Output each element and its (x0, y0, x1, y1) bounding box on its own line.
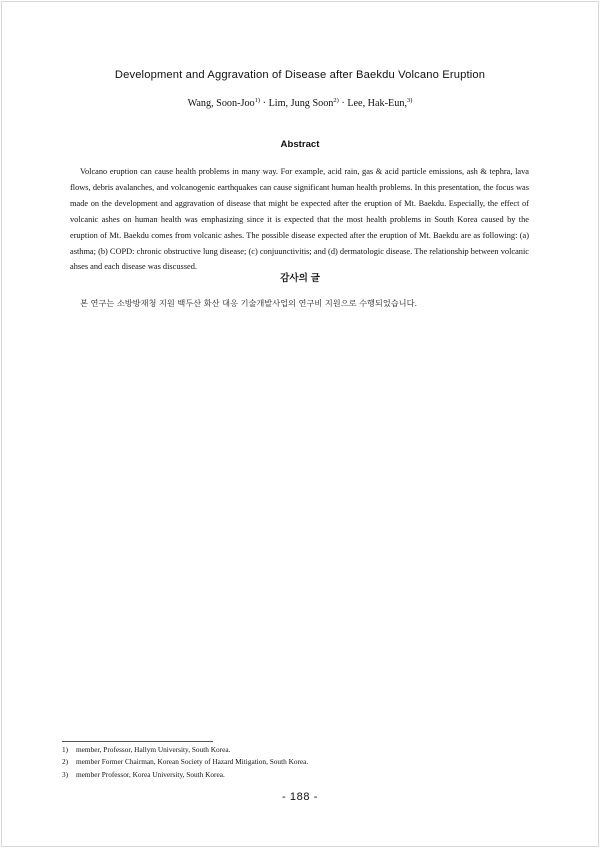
author-separator: · (262, 98, 267, 109)
footnote-item (62, 769, 308, 781)
abstract-body: Volcano eruption can cause health problems in many way. For example, acid rain, gas & acid particle emissions, ash & tephra, lava flows, debris avalanches, and volcanogenic earthquakes can cause significant human health problems. In this presentation, the focus was made on the development and aggravation of disease that might be expected after the eruption of Mt. Baekdu. Especially, the effect of volcanic ashes on human health was emphasizing since it is expected that the most health problems in South Korea caused by the eruption of Mt. Baekdu comes from volcanic ashes. The possible disease expected after the eruption of Mt. Baekdu are as following: (a) asthma; (b) COPD: chronic obstructive lung disease; (c) conjuunctivitis; and (d) dermatologic disease. The relationship between volcanic ahses and each disease was discussed. (70, 167, 529, 272)
footnote-divider (62, 741, 213, 742)
author-footnote-mark: 2) (333, 97, 339, 104)
footnote-list (62, 744, 308, 781)
footnote-text: member, Professor, Hallym University, South Korea. (76, 745, 231, 754)
footnote-text: member Professor, Korea University, South Korea. (76, 769, 225, 779)
page-border (1, 1, 599, 847)
acknowledgment-body: 본 연구는 소방방재청 지원 백두산 화산 대응 기술개발사업의 연구비 지원으로 수행되었습니다. (80, 298, 418, 308)
author-separator: · (341, 98, 345, 109)
acknowledgment-heading: 감사의 글 (280, 273, 320, 284)
page-number: - 188 - (282, 791, 318, 803)
author-footnote-mark: 3) (407, 97, 413, 104)
author-name: Wang, Soon-Joo (187, 98, 255, 109)
footnote-number: 3) (62, 769, 69, 779)
abstract-heading: Abstract (280, 139, 320, 150)
paper-title: Development and Aggravation of Disease after Baekdu Volcano Eruption (114, 69, 486, 81)
author-line (0, 98, 600, 109)
footnote-item (62, 756, 308, 768)
footnote-text: member Former Chairman, Korean Society of Hazard Mitigation, South Korea. (76, 757, 309, 767)
footnote-number: 2) (62, 757, 69, 767)
author-name: Lee, Hak-Eun, (347, 98, 407, 109)
footnote-number: 1) (62, 745, 69, 754)
author-footnote-mark: 1) (254, 97, 261, 104)
footnote-item (62, 744, 308, 756)
author-name: Lim, Jung Soon (268, 98, 334, 109)
